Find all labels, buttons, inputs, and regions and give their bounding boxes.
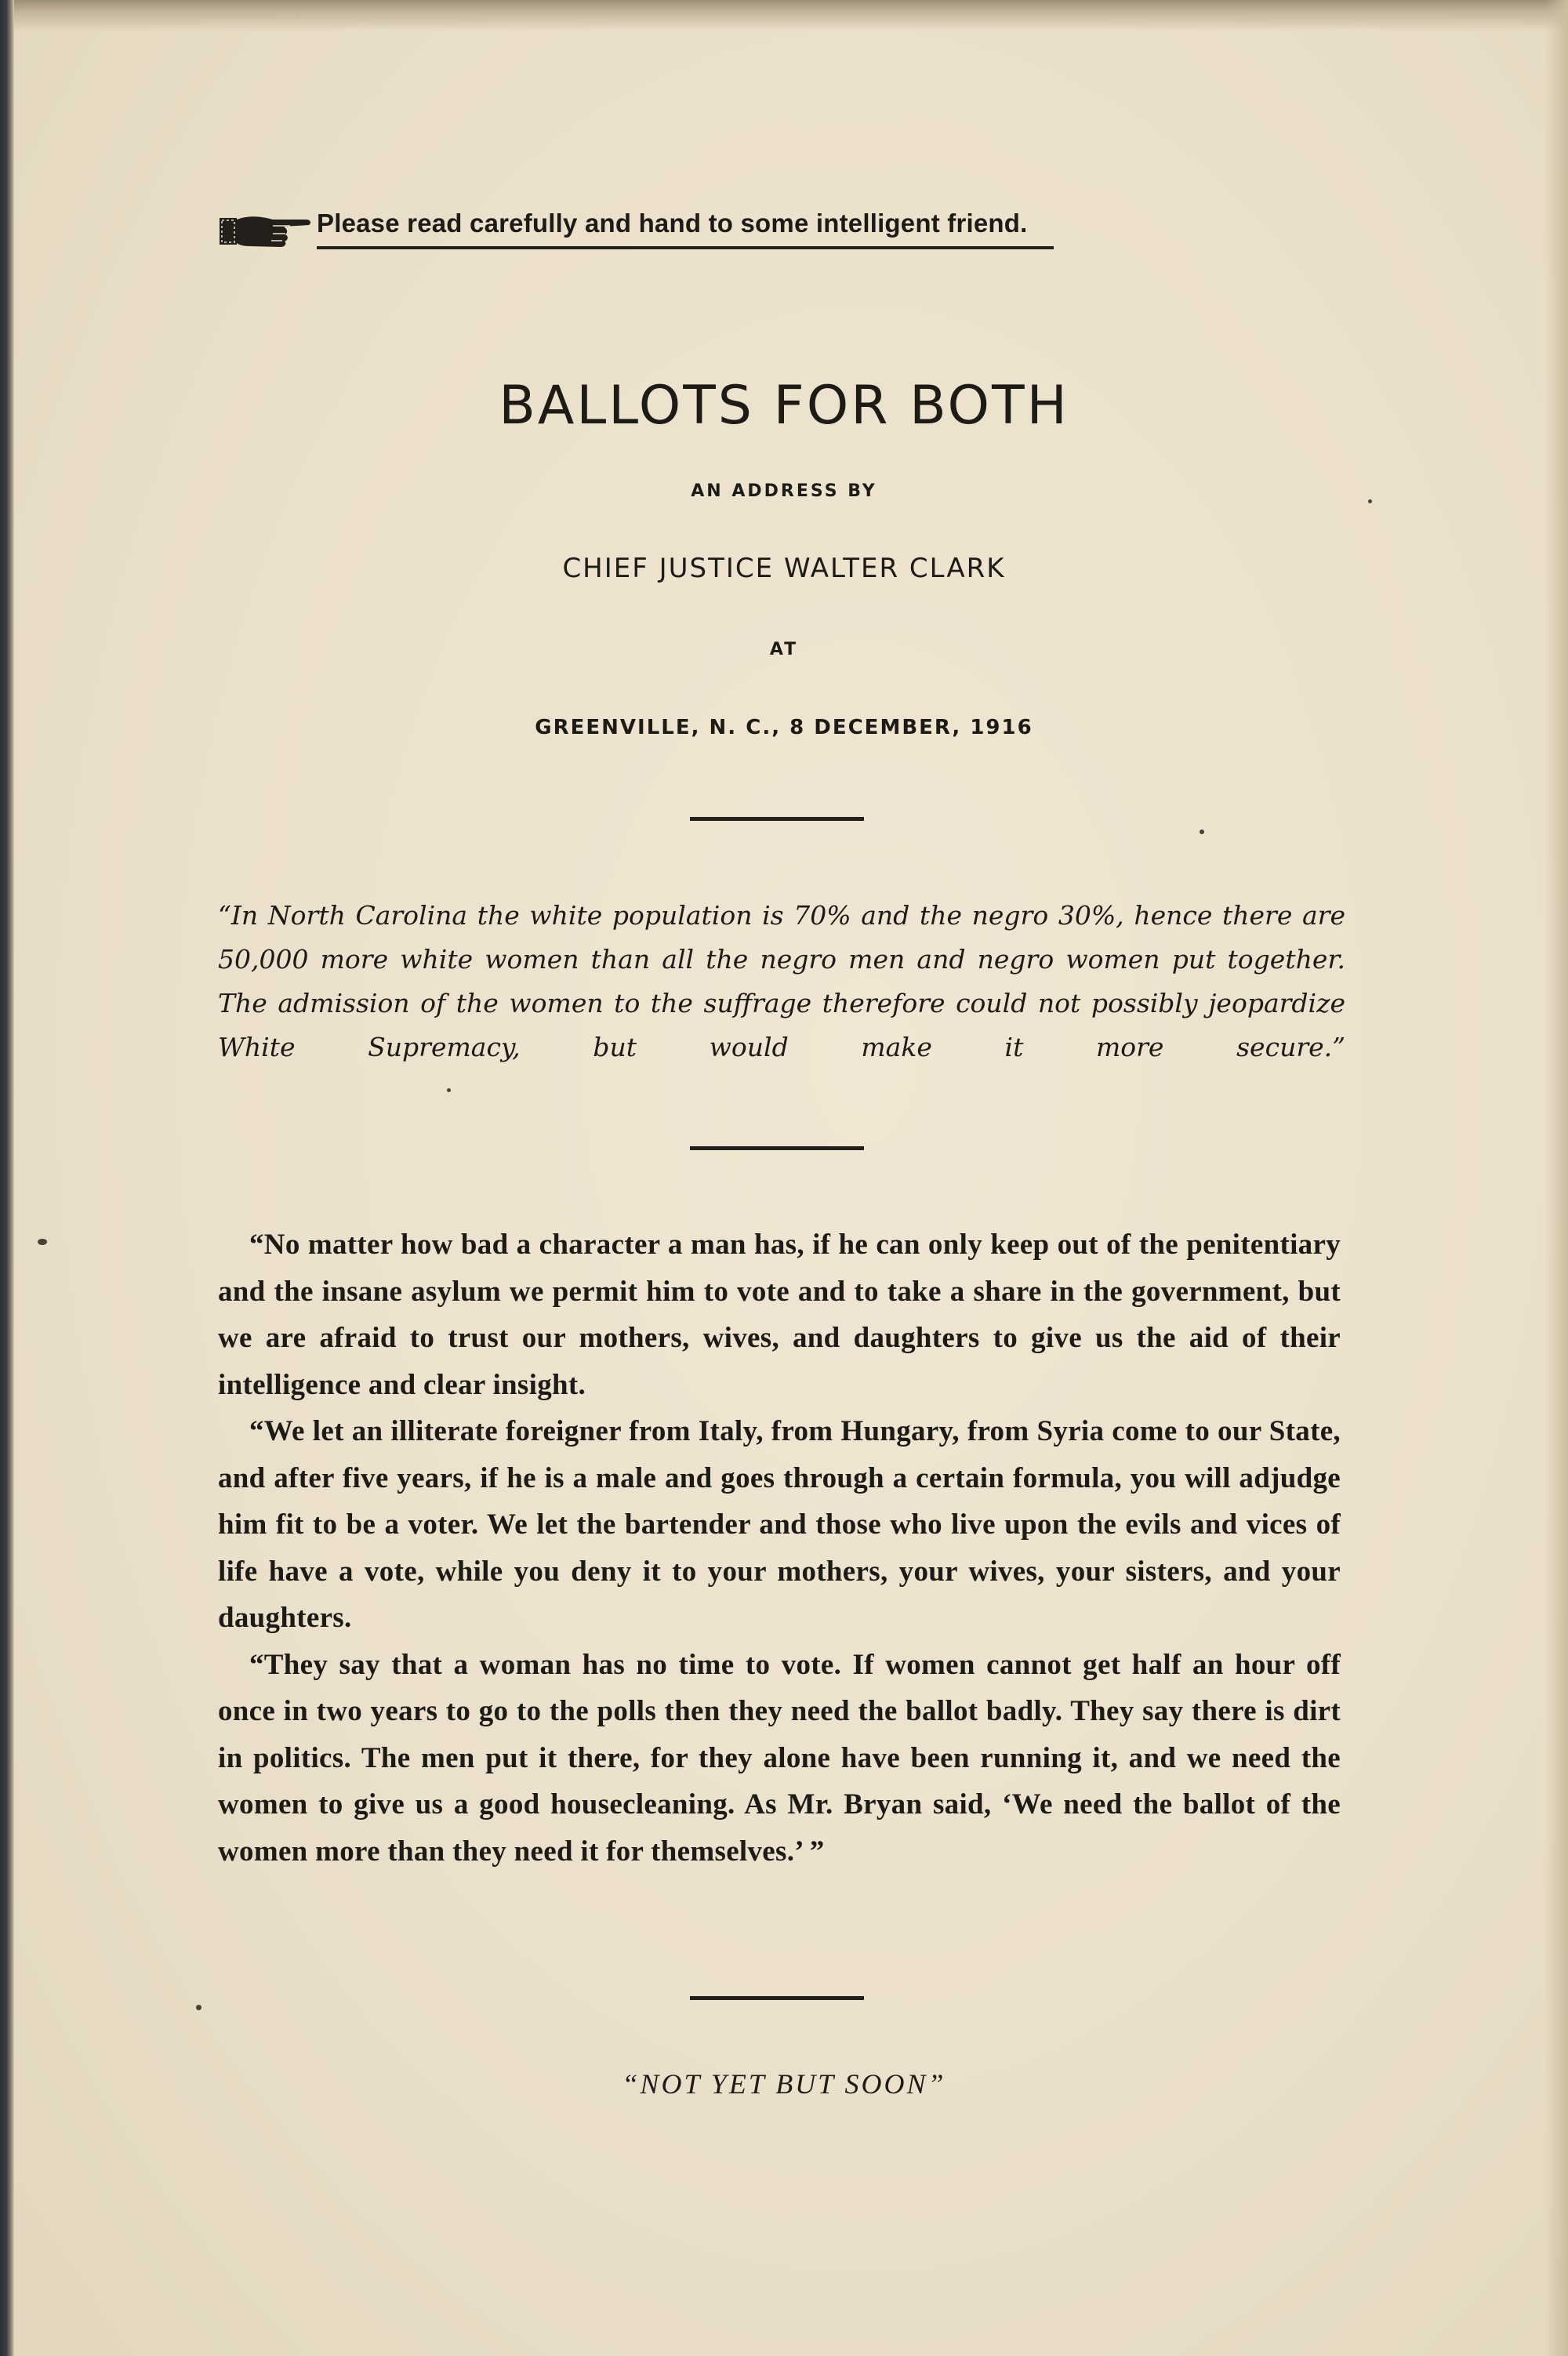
speaker-name: CHIEF JUSTICE WALTER CLARK	[562, 553, 1006, 584]
section-divider	[690, 817, 864, 821]
byline-intro: AN ADDRESS BY	[691, 481, 877, 501]
scan-speck	[447, 1088, 451, 1092]
notice-underline	[317, 246, 1054, 249]
epigraph-quote: “In North Carolina the white population is 70% and the negro 30%, hence there are 50,000 more white women than all the negro men and negro women put together. The admission of the women to the suffrage therefore could not possibly jeopardize White Supremacy, but would make it more secure.”	[218, 900, 1345, 1062]
scan-speck	[38, 1239, 47, 1245]
section-divider	[690, 1996, 864, 2000]
reading-notice	[218, 205, 1054, 252]
body-paragraph: “We let an illiterate foreigner from Italy, from Hungary, from Syria come to our State, and after five years, if he is a male and goes through a certain formula, you will adjudge him fit to be a voter. We let the bartender and those who live upon the evils and vices of life have a vote, while you deny it to your mothers, your wives, your sisters, and your daughters.	[218, 1415, 1341, 1634]
pointing-hand-icon	[218, 210, 314, 251]
notice-text: Please read carefully and hand to some intelligent friend.	[317, 209, 1028, 238]
section-divider	[690, 1146, 864, 1150]
place-date: GREENVILLE, N. C., 8 DECEMBER, 1916	[535, 716, 1033, 739]
page-title: BALLOTS FOR BOTH	[499, 375, 1069, 437]
byline-at: AT	[769, 640, 799, 659]
top-edge-stain	[0, 0, 1568, 31]
address-body	[218, 1222, 1341, 1875]
scan-speck	[196, 2005, 201, 2010]
scan-speck	[1368, 499, 1372, 503]
closing-slogan: “NOT YET BUT SOON”	[622, 2068, 946, 2100]
right-edge-shade	[1544, 0, 1568, 2356]
scan-speck	[1200, 830, 1204, 834]
body-paragraph: “They say that a woman has no time to vote. If women cannot get half an hour off once in two years to go to the polls then they need the ballot badly. They say there is dirt in politics. The men put it there, for they alone have been running it, and we need the women to give us a good housecleaning. As Mr. Bryan said, ‘We need the ballot of the women more than they need it for themselves.’ ”	[218, 1648, 1341, 1868]
binding-edge	[0, 0, 14, 2356]
body-paragraph: “No matter how bad a character a man has, if he can only keep out of the penitentiary and the insane asylum we permit him to vote and to take a share in the government, but we are afraid to trust our mothers, wives, and daughters to give us the aid of their intelligence and clear insight.	[218, 1229, 1341, 1401]
